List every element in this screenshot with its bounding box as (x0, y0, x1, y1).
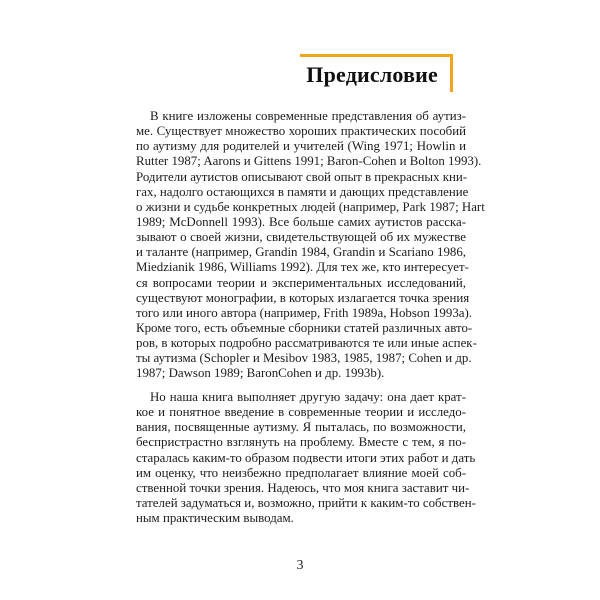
paragraph-line: ме. Существует множество хороших практических пособий (136, 124, 466, 139)
paragraph-line: Но наша книга выполняет другую задачу: она дает крат- (150, 390, 466, 404)
heading-block (300, 60, 450, 92)
paragraph-line: ственной точки зрения. Надеюсь, что моя книга заставит чи- (136, 480, 470, 495)
heading-accent-rule-top (300, 54, 450, 57)
paragraph-line: 1987; Dawson 1989; BaronCohen и др. 1993b). (136, 366, 385, 381)
paragraph-line: Rutter 1987; Aarons и Gittens 1991; Baron-Cohen и Bolton 1993). (136, 154, 482, 169)
paragraph-line: беспристрастно взглянуть на проблему. Вместе с тем, я по- (136, 435, 466, 450)
paragraph-line: ров, в которых подробно рассматриваются те или иные аспек- (136, 336, 477, 351)
paragraph-1 (136, 109, 485, 382)
page-title: Предисловие (306, 62, 438, 87)
paragraph-line: тателей задуматься и, возможно, прийти к каким-то собствен- (136, 495, 476, 510)
paragraph-line: им оценку, что неизбежно предполагает влияние моей соб- (136, 465, 466, 480)
paragraph-line: того или иного автора (например, Frith 1989a, Hobson 1993a). (136, 305, 472, 320)
paragraph-2 (136, 390, 476, 526)
heading-accent-rule-side (450, 54, 453, 92)
page-number: 3 (296, 558, 304, 573)
paragraph-line: гах, надолго остающихся в памяти и дающих представление (136, 184, 469, 199)
paragraph-line: Родители аутистов описывают свой опыт в прекрасных кни- (136, 169, 468, 184)
paragraph-line: кое и понятное введение в современные теории и исследо- (136, 405, 466, 420)
paragraph-line: и таланте (например, Grandin 1984, Grandin и Scariano 1986, (136, 245, 466, 260)
paragraph-line: старалась каким-то образом подвести итоги этих работ и дать (136, 450, 476, 465)
paragraph-line: ным практическим выводам. (136, 511, 294, 526)
paragraph-line: Miedzianik 1986, Williams 1992). Для тех же, кто интересует- (136, 260, 469, 275)
paragraph-line: по аутизму для родителей и учителей (Wing 1971; Howlin и (136, 139, 466, 154)
paragraph-line: 1989; McDonnell 1993). Все больше самих аутистов расска- (136, 214, 466, 229)
paragraph-line: зывают о своей жизни, свидетельствующей об их мужестве (136, 230, 466, 245)
paragraph-line: ты аутизма (Schopler и Mesibov 1983, 1985, 1987; Cohen и др. (136, 351, 472, 366)
paragraph-line: существуют монографии, в которых излагается точка зрения (136, 290, 470, 305)
paragraph-line: вания, посвященные аутизму. Я пыталась, по возможности, (136, 420, 466, 435)
paragraph-line: Кроме того, есть объемные сборники статей различных авто- (136, 320, 473, 335)
paragraph-line: ся вопросами теории и экспериментальных исследований, (136, 275, 466, 290)
paragraph-line: о жизни и судьбе конкретных людей (например, Park 1987; Hart (136, 199, 485, 214)
paragraph-line: В книге изложены современные представления об аутиз- (150, 109, 466, 123)
